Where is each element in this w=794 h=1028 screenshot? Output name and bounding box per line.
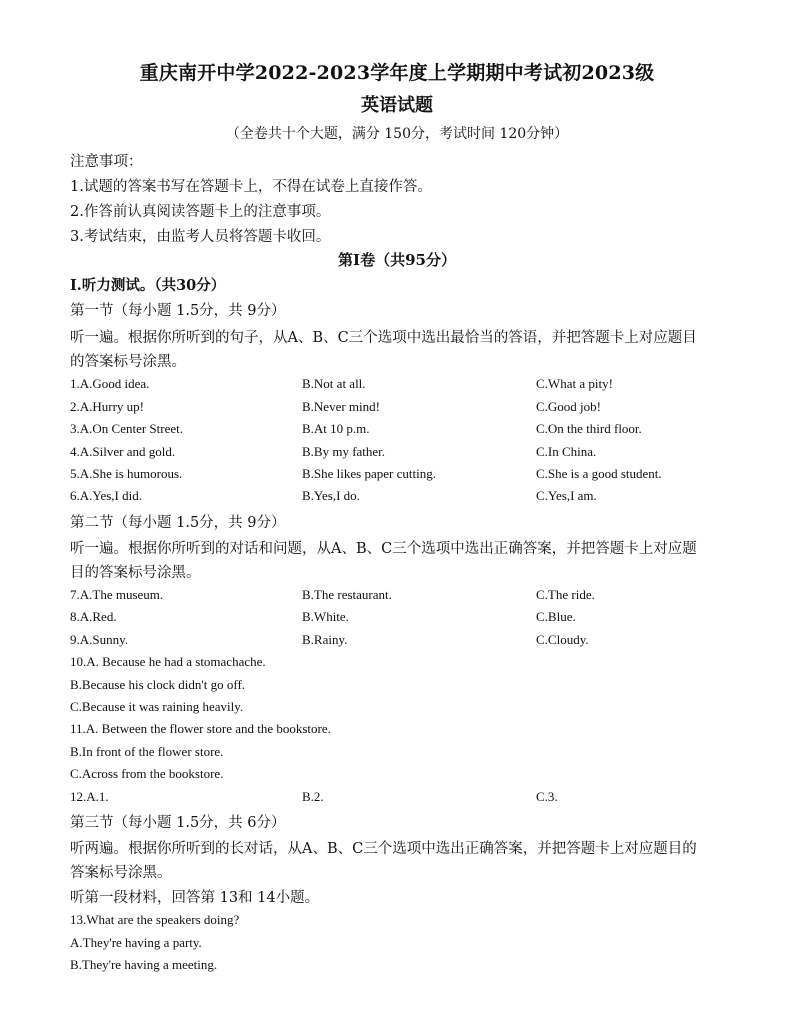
q13-option-b: B.They're having a meeting. bbox=[70, 957, 218, 972]
q10-option-a: 10.A. Because he had a stomachache. bbox=[70, 654, 266, 669]
note-item: 2.作答前认真阅读答题卡上的注意事项。 bbox=[70, 204, 331, 220]
q12-option-a: 12.A.1. bbox=[70, 789, 109, 804]
q4-option-a: 4.A.Silver and gold. bbox=[70, 444, 176, 459]
q3-option-a: 3.A.On Center Street. bbox=[70, 421, 184, 436]
q13-question: 13.What are the speakers doing? bbox=[70, 912, 240, 927]
exam-title: 重庆南开中学2022-2023学年度上学期期中考试初2023级 bbox=[139, 62, 655, 84]
q5-option-c: C.She is a good student. bbox=[536, 466, 662, 481]
q5-option-a: 5.A.She is humorous. bbox=[70, 466, 183, 481]
section3-instruction: 听两遍。根据你所听到的长对话，从A、B、C三个选项中选出正确答案，并把答题卡上对应题目的 bbox=[70, 841, 697, 857]
exam-info: （全卷共十个大题，满分 150分，考试时间 120分钟） bbox=[225, 126, 569, 142]
section3-heading: 第三节（每小题 1.5分，共 6分） bbox=[70, 815, 286, 831]
q10-option-c: C.Because it was raining heavily. bbox=[70, 699, 244, 714]
q1-option-a: 1.A.Good idea. bbox=[70, 376, 150, 391]
volume-heading: 第I卷（共95分） bbox=[338, 251, 456, 269]
q8-option-b: B.White. bbox=[302, 609, 349, 624]
q6-option-a: 6.A.Yes,I did. bbox=[70, 488, 142, 503]
note-item: 3.考试结束，由监考人员将答题卡收回。 bbox=[70, 229, 331, 245]
section2-instruction: 听一遍。根据你所听到的对话和问题，从A、B、C三个选项中选出正确答案，并把答题卡上对应题 bbox=[70, 541, 697, 557]
q2-option-c: C.Good job! bbox=[536, 399, 601, 414]
q10-option-b: B.Because his clock didn't go off. bbox=[70, 677, 246, 692]
section1-heading: 第一节（每小题 1.5分，共 9分） bbox=[70, 303, 286, 319]
q13-option-a: A.They're having a party. bbox=[70, 935, 202, 950]
q7-option-a: 7.A.The museum. bbox=[70, 587, 164, 602]
q9-option-b: B.Rainy. bbox=[302, 632, 348, 647]
note-item: 1.试题的答案书写在答题卡上，不得在试卷上直接作答。 bbox=[70, 179, 432, 195]
q7-option-c: C.The ride. bbox=[536, 587, 595, 602]
section3-instruction-cont: 答案标号涂黑。 bbox=[70, 865, 172, 881]
q1-option-b: B.Not at all. bbox=[302, 376, 366, 391]
section1-instruction-cont: 的答案标号涂黑。 bbox=[70, 354, 186, 370]
q1-option-c: C.What a pity! bbox=[536, 376, 613, 391]
q2-option-a: 2.A.Hurry up! bbox=[70, 399, 145, 414]
notes-heading: 注意事项： bbox=[70, 154, 143, 170]
q4-option-b: B.By my father. bbox=[302, 444, 386, 459]
q2-option-b: B.Never mind! bbox=[302, 399, 380, 414]
q9-option-a: 9.A.Sunny. bbox=[70, 632, 129, 647]
part1-heading: I.听力测试。（共30分） bbox=[70, 277, 226, 294]
q9-option-c: C.Cloudy. bbox=[536, 632, 589, 647]
q5-option-b: B.She likes paper cutting. bbox=[302, 466, 436, 481]
q12-option-c: C.3. bbox=[536, 789, 558, 804]
q3-option-b: B.At 10 p.m. bbox=[302, 421, 370, 436]
q4-option-c: C.In China. bbox=[536, 444, 597, 459]
q3-option-c: C.On the third floor. bbox=[536, 421, 642, 436]
q11-option-b: B.In front of the flower store. bbox=[70, 744, 224, 759]
section1-instruction: 听一遍。根据你所听到的句子，从A、B、C三个选项中选出最恰当的答语，并把答题卡上对应题目 bbox=[70, 330, 697, 346]
q11-option-c: C.Across from the bookstore. bbox=[70, 766, 224, 781]
subject-title: 英语试题 bbox=[361, 95, 433, 116]
q8-option-a: 8.A.Red. bbox=[70, 609, 117, 624]
q8-option-c: C.Blue. bbox=[536, 609, 576, 624]
q6-option-b: B.Yes,I do. bbox=[302, 488, 360, 503]
section2-instruction-cont: 目的答案标号涂黑。 bbox=[70, 565, 201, 581]
q7-option-b: B.The restaurant. bbox=[302, 587, 392, 602]
section2-heading: 第二节（每小题 1.5分，共 9分） bbox=[70, 515, 286, 531]
q11-option-a: 11.A. Between the flower store and the bookstore. bbox=[70, 721, 331, 736]
q6-option-c: C.Yes,I am. bbox=[536, 488, 597, 503]
q12-option-b: B.2. bbox=[302, 789, 324, 804]
listening-material-label: 听第一段材料，回答第 13和 14小题。 bbox=[70, 890, 320, 906]
